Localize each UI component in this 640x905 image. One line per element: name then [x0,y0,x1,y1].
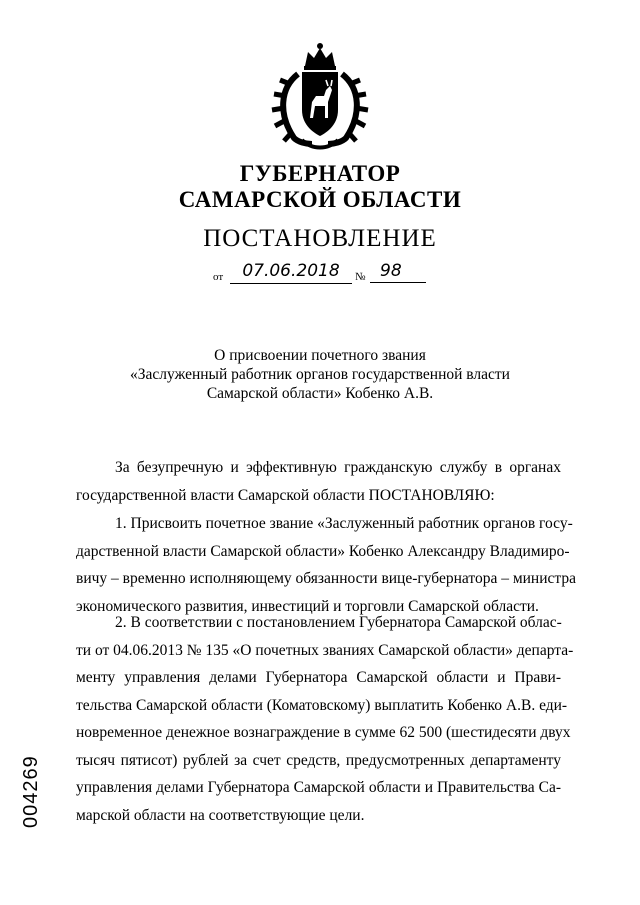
text-line: тысяч пятисот) рублей за счет средств, предусмотренных департаменту [76,751,561,769]
authority-region: САМАРСКОЙ ОБЛАСТИ [178,187,462,212]
text-line: государственной власти Самарской области ПОСТАНОВЛЯЮ: [76,486,495,504]
text-line: менту управления делами Губернатора Самарской области и Прави- [76,669,561,686]
text-line: экономического развития, инвестиций и торговли Самарской области. [76,597,539,615]
serial-number-stamp: 004269 [20,755,42,828]
authority-title: ГУБЕРНАТОР [239,161,401,186]
subject-line: Самарской области» Кобенко А.В. [206,385,434,402]
text-line: вичу – временно исполняющему обязанности вице-губернатора – министра [76,570,576,587]
item-2-paragraph [76,609,574,829]
text-line: марской области на соответствующие цели. [76,806,365,824]
coat-of-arms-emblem [268,40,372,152]
number-prefix: № [355,271,366,283]
subject-line: «Заслуженный работник органов государственной власти [130,366,510,383]
text-line: новременное денежное вознаграждение в сумме 62 500 (шестидесяти двух [76,724,571,741]
document-type-title: ПОСТАНОВЛЕНИЕ [203,225,437,252]
text-line: дарственной власти Самарской области» Кобенко Александру Владимиро- [76,542,570,560]
item-1-paragraph [76,510,576,620]
text-line: За безупречную и эффективную гражданскую службу в органах [115,459,561,476]
date-prefix: от [213,271,224,283]
document-subject [100,346,540,403]
text-line: ти от 04.06.2013 № 135 «О почетных званиях Самарской области» департа- [76,641,574,659]
text-line: тельства Самарской области (Коматовскому) выплатить Кобенко А.В. еди- [76,696,568,714]
text-line: 1. Присвоить почетное звание «Заслуженный работник органов госу- [115,515,573,532]
text-line: 2. В соответствии с постановлением Губернатора Самарской облас- [115,614,562,631]
subject-line: О присвоении почетного звания [214,347,426,364]
preamble-paragraph [76,454,561,509]
text-line: управления делами Губернатора Самарской области и Правительства Са- [76,779,561,796]
handwritten-number: 98 [370,260,426,283]
handwritten-date: 07.06.2018 [230,260,352,284]
registration-line [213,260,453,286]
